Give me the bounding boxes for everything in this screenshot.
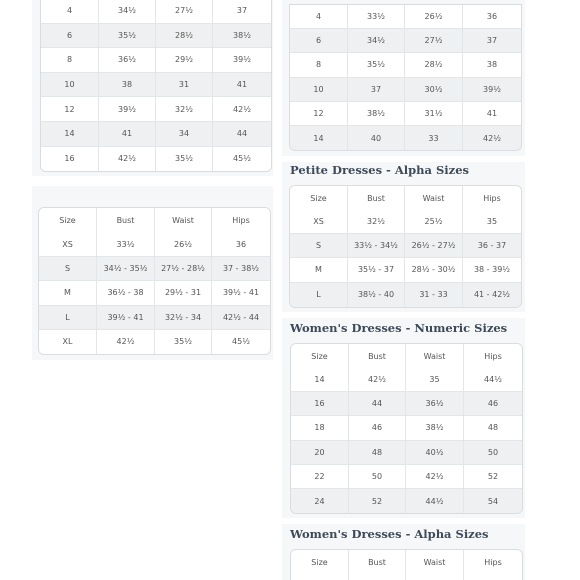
cell-waist: 35½ xyxy=(156,147,213,172)
cell-hips: 41 xyxy=(213,73,271,98)
cell-size: 12 xyxy=(290,102,348,126)
cell-size: M xyxy=(39,281,97,305)
header-hips: Hips xyxy=(464,344,522,368)
table-row xyxy=(290,102,521,126)
cell-waist: 28½ - 30½ xyxy=(405,258,463,282)
cell-waist: 31 xyxy=(156,73,213,98)
cell-waist: 32½ xyxy=(156,97,213,122)
cell-hips: 39½ - 41 xyxy=(212,281,270,305)
table-row xyxy=(39,257,270,281)
cell-hips: 42½ xyxy=(213,97,271,122)
table-row xyxy=(41,147,271,172)
table-row xyxy=(291,368,522,392)
cell-bust: 50 xyxy=(349,465,406,489)
table-row xyxy=(39,306,270,330)
cell-waist: 30½ xyxy=(405,78,463,102)
cell-bust: 35½ - 37 xyxy=(348,258,405,282)
header-hips: Hips xyxy=(212,208,270,233)
cell-hips: 38 - 39½ xyxy=(463,258,521,282)
cell-bust: 42½ xyxy=(97,330,155,354)
cell-size: 20 xyxy=(291,441,349,465)
cell-hips: 36 xyxy=(212,233,270,257)
cell-hips: 41 - 42½ xyxy=(463,283,521,307)
size-table-women-numeric xyxy=(290,343,523,514)
cell-waist: 28½ xyxy=(405,53,463,77)
cell-waist: 29½ - 31 xyxy=(155,281,212,305)
table-row xyxy=(291,574,522,580)
table-row xyxy=(291,489,522,513)
cell-waist: 33 xyxy=(405,126,463,150)
table-header-row xyxy=(290,186,521,210)
table-row xyxy=(290,234,521,258)
cell-hips: 50 xyxy=(464,441,522,465)
header-waist: Waist xyxy=(406,344,464,368)
header-size: Size xyxy=(291,344,349,368)
cell-bust: 48 xyxy=(349,441,406,465)
cell-waist: 38½ xyxy=(406,416,464,440)
section-title-women-numeric: Women's Dresses - Numeric Sizes xyxy=(290,321,508,335)
cell-hips: 36 xyxy=(463,5,521,29)
cell-bust: 35½ xyxy=(348,53,405,77)
table-header-row xyxy=(291,344,522,368)
cell-bust: 32½ xyxy=(348,210,405,234)
table-row xyxy=(41,122,271,147)
cell-bust: 34½ - 35½ xyxy=(97,257,155,281)
table-header-row xyxy=(291,550,522,574)
cell-size: 22 xyxy=(291,465,349,489)
cell-waist: 35 xyxy=(406,368,464,392)
cell-size: 14 xyxy=(291,368,349,392)
size-table-misses-alpha xyxy=(38,207,271,355)
cell-size: 18 xyxy=(291,416,349,440)
size-table-petite-alpha xyxy=(289,185,522,308)
cell-bust: 33½ xyxy=(97,233,155,257)
cell-waist: 29½ xyxy=(156,48,213,73)
cell-waist: 44½ xyxy=(406,489,464,513)
table-row xyxy=(290,126,521,150)
cell-hips: 45½ xyxy=(212,330,270,354)
table-row xyxy=(290,283,521,307)
table-row xyxy=(290,258,521,282)
cell-waist: 31 - 33 xyxy=(405,283,463,307)
cell-bust: 35½ xyxy=(99,24,156,49)
cell-hips: 38½ xyxy=(213,24,271,49)
cell-size: 12 xyxy=(41,97,99,122)
section-title-petite-alpha: Petite Dresses - Alpha Sizes xyxy=(290,163,469,177)
table-row xyxy=(291,416,522,440)
table-row xyxy=(291,465,522,489)
cell-size: 6 xyxy=(41,24,99,49)
cell-size: 8 xyxy=(41,48,99,73)
cell-hips: 48 xyxy=(464,416,522,440)
cell-size: L xyxy=(39,306,97,330)
cell-hips: 44 xyxy=(213,122,271,147)
cell-hips: 44½ xyxy=(464,368,522,392)
cell-bust: 37 xyxy=(348,78,405,102)
cell-hips: 45½ xyxy=(213,147,271,172)
header-waist: Waist xyxy=(405,186,463,210)
cell-size: 16 xyxy=(41,147,99,172)
header-size: Size xyxy=(291,550,349,574)
cell-waist: 26½ xyxy=(405,5,463,29)
cell-bust: 46 xyxy=(349,416,406,440)
table-row xyxy=(291,392,522,416)
cell-waist: 27½ xyxy=(405,29,463,53)
table-row xyxy=(41,48,271,73)
table-row xyxy=(41,24,271,49)
header-size: Size xyxy=(39,208,97,233)
header-waist: Waist xyxy=(155,208,212,233)
table-row xyxy=(39,233,270,257)
cell-waist: 36½ xyxy=(406,392,464,416)
cell-size: 24 xyxy=(291,489,349,513)
size-table-misses-numeric xyxy=(40,0,272,172)
cell-waist: 27½ - 28½ xyxy=(155,257,212,281)
size-table-petite-numeric xyxy=(289,4,522,151)
cell-hips: 37 xyxy=(213,0,271,24)
header-bust: Bust xyxy=(348,186,405,210)
cell-hips: 42½ - 44 xyxy=(212,306,270,330)
cell-hips: 36 - 37 xyxy=(463,234,521,258)
cell-bust: 40 xyxy=(348,126,405,150)
cell-bust: 38½ xyxy=(348,102,405,126)
cell-hips: 42½ xyxy=(463,126,521,150)
cell-waist: 34 xyxy=(156,122,213,147)
table-row xyxy=(39,281,270,305)
cell-bust: 38½ - 40 xyxy=(348,283,405,307)
table-row xyxy=(290,78,521,102)
cell-waist: 26½ - 27½ xyxy=(405,234,463,258)
cell-size: XL xyxy=(39,330,97,354)
header-hips: Hips xyxy=(463,186,521,210)
cell-bust: 36½ - 38 xyxy=(97,281,155,305)
header-waist: Waist xyxy=(406,550,464,574)
cell-bust: 52 xyxy=(349,489,406,513)
cell-size: 14 xyxy=(290,126,348,150)
cell-hips: 37 - 38½ xyxy=(212,257,270,281)
cell-hips: 41 xyxy=(463,102,521,126)
cell-size: 4 xyxy=(41,0,99,24)
cell-waist: 26½ xyxy=(155,233,212,257)
cell-size: M xyxy=(290,258,348,282)
cell-hips: 38 xyxy=(463,53,521,77)
cell-bust: 34½ xyxy=(348,29,405,53)
cell-bust: 42½ xyxy=(99,147,156,172)
cell-size: L xyxy=(290,283,348,307)
section-title-women-alpha: Women's Dresses - Alpha Sizes xyxy=(290,527,489,541)
header-size: Size xyxy=(290,186,348,210)
cell-waist: 31½ xyxy=(405,102,463,126)
cell-size: 10 xyxy=(41,73,99,98)
cell-bust: 39½ xyxy=(99,97,156,122)
cell-bust: 39½ - 41 xyxy=(97,306,155,330)
table-row xyxy=(290,210,521,234)
table-row xyxy=(290,5,521,29)
table-row xyxy=(290,53,521,77)
cell-hips: 39½ xyxy=(463,78,521,102)
cell-size: XS xyxy=(290,210,348,234)
cell-bust: 41 xyxy=(99,122,156,147)
cell-waist: 25½ xyxy=(405,210,463,234)
cell-hips: 46 xyxy=(464,392,522,416)
table-row xyxy=(41,73,271,98)
cell-hips: 39½ xyxy=(213,48,271,73)
cell-waist: 28½ xyxy=(156,24,213,49)
cell-waist: 27½ xyxy=(156,0,213,24)
cell-waist: 40½ xyxy=(406,441,464,465)
cell-hips: 37 xyxy=(463,29,521,53)
cell-size: 14 xyxy=(41,122,99,147)
header-hips: Hips xyxy=(464,550,522,574)
table-row xyxy=(39,330,270,354)
cell-bust: 34½ xyxy=(99,0,156,24)
cell-bust: 42½ xyxy=(349,368,406,392)
cell-bust: 33½ xyxy=(348,5,405,29)
header-bust: Bust xyxy=(349,550,406,574)
cell-waist: 42½ xyxy=(406,465,464,489)
cell-bust: 36½ xyxy=(99,48,156,73)
cell-bust: 38 xyxy=(99,73,156,98)
cell-hips: 35 xyxy=(463,210,521,234)
cell-size: S xyxy=(39,257,97,281)
cell-bust: 44 xyxy=(349,392,406,416)
cell-waist: 32½ - 34 xyxy=(155,306,212,330)
size-table-women-alpha xyxy=(290,549,523,580)
cell-size: 16 xyxy=(291,392,349,416)
table-header-row xyxy=(39,208,270,233)
cell-size: 10 xyxy=(290,78,348,102)
header-bust: Bust xyxy=(97,208,155,233)
table-row xyxy=(41,97,271,122)
table-row xyxy=(291,441,522,465)
cell-size: XS xyxy=(39,233,97,257)
cell-size: 4 xyxy=(290,5,348,29)
table-row xyxy=(290,29,521,53)
cell-bust: 33½ - 34½ xyxy=(348,234,405,258)
table-row xyxy=(41,0,271,24)
cell-waist: 35½ xyxy=(155,330,212,354)
cell-size: S xyxy=(290,234,348,258)
cell-size: 8 xyxy=(290,53,348,77)
cell-hips: 54 xyxy=(464,489,522,513)
cell-hips: 52 xyxy=(464,465,522,489)
header-bust: Bust xyxy=(349,344,406,368)
cell-size: 6 xyxy=(290,29,348,53)
